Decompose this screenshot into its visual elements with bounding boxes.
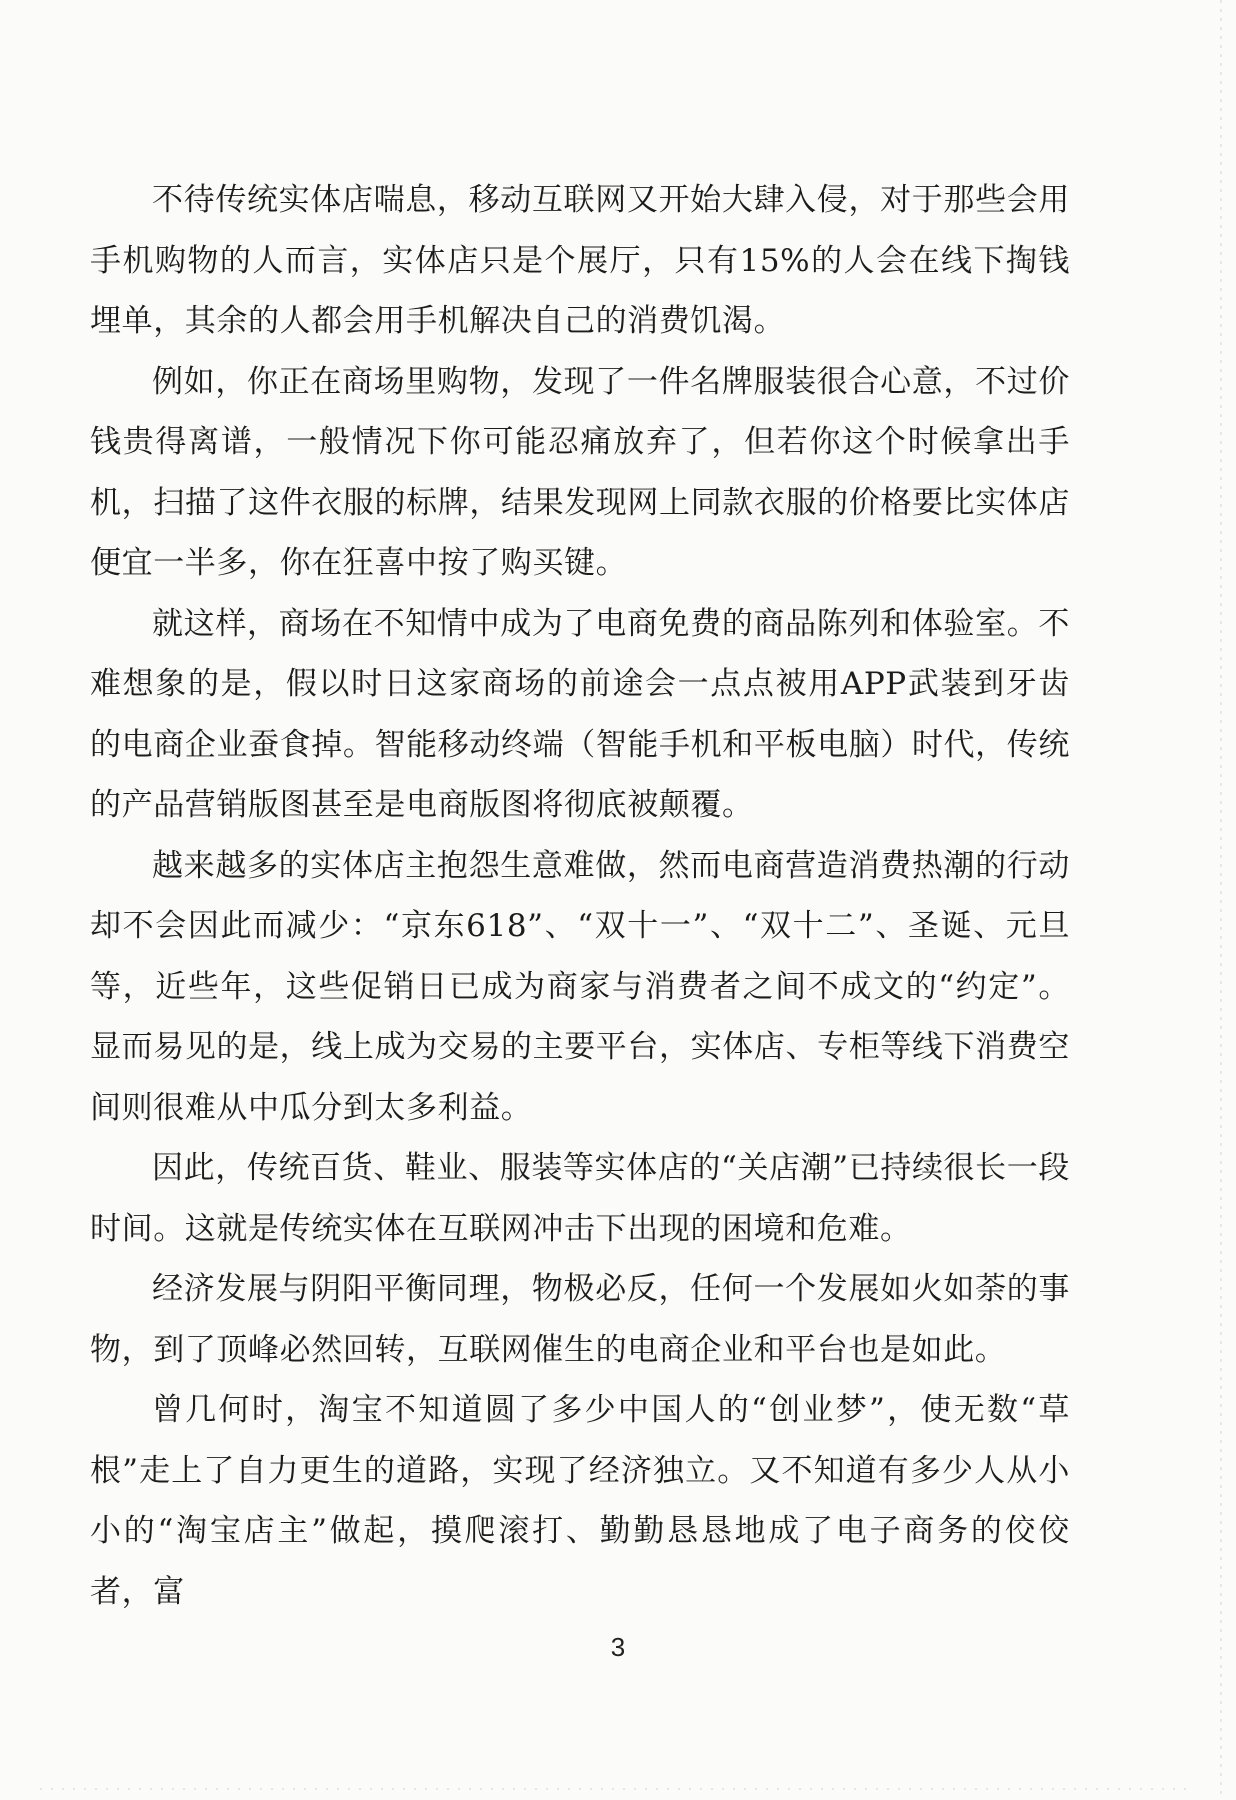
paragraph-1: 不待传统实体店喘息，移动互联网又开始大肆入侵，对于那些会用手机购物的人而言，实体店只是个展厅，只有15%的人会在线下掏钱埋单，其余的人都会用手机解决自己的消费饥渴。 <box>90 182 1070 339</box>
scan-edge-right <box>1220 0 1222 1800</box>
body-text <box>90 170 1070 1622</box>
paragraph-5: 因此，传统百货、鞋业、服装等实体店的“关店潮”已持续很长一段时间。这就是传统实体在互联网冲击下出现的困境和危难。 <box>90 1150 1070 1247</box>
paragraph-2: 例如，你正在商场里购物，发现了一件名牌服装很合心意，不过价钱贵得离谱，一般情况下你可能忍痛放弃了，但若你这个时候拿出手机，扫描了这件衣服的标牌，结果发现网上同款衣服的价格要比实体店便宜一半多，你在狂喜中按了购买键。 <box>90 363 1070 581</box>
paragraph-3: 就这样，商场在不知情中成为了电商免费的商品陈列和体验室。不难想象的是，假以时日这家商场的前途会一点点被用APP武装到牙齿的电商企业蚕食掉。智能移动终端（智能手机和平板电脑）时代，传统的产品营销版图甚至是电商版图将彻底被颠覆。 <box>90 605 1070 823</box>
paragraph-7: 曾几何时，淘宝不知道圆了多少中国人的“创业梦”，使无数“草根”走上了自力更生的道路，实现了经济独立。又不知道有多少人从小小的“淘宝店主”做起，摸爬滚打、勤勤恳恳地成了电子商务的佼佼者，富 <box>90 1392 1070 1610</box>
scan-edge-bottom <box>40 1788 1190 1790</box>
paragraph-6: 经济发展与阴阳平衡同理，物极必反，任何一个发展如火如荼的事物，到了顶峰必然回转，互联网催生的电商企业和平台也是如此。 <box>90 1271 1070 1368</box>
paragraph-4: 越来越多的实体店主抱怨生意难做，然而电商营造消费热潮的行动却不会因此而减少：“京东618”、“双十一”、“双十二”、圣诞、元旦等，近些年，这些促销日已成为商家与消费者之间不成文的“约定”。显而易见的是，线上成为交易的主要平台，实体店、专柜等线下消费空间则很难从中瓜分到太多利益。 <box>90 847 1070 1126</box>
page-number: 3 <box>610 1632 626 1662</box>
